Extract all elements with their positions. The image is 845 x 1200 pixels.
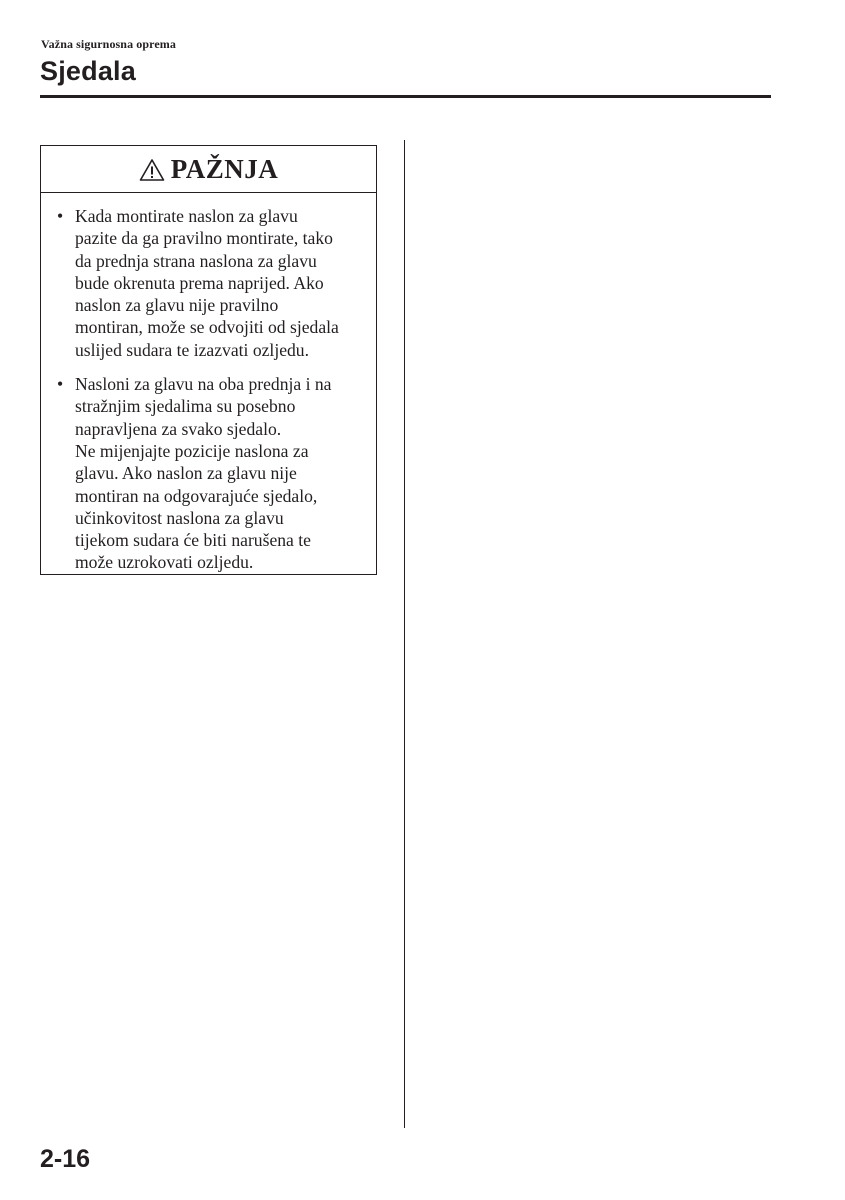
warning-line: Nasloni za glavu na oba prednja i na (75, 374, 332, 395)
warning-line: može uzrokovati ozljedu. (75, 552, 254, 573)
warning-header (41, 146, 376, 193)
column-divider (404, 140, 405, 1128)
warning-item (53, 373, 368, 574)
warning-line: da prednja strana naslona za glavu (75, 250, 317, 271)
warning-line: Ne mijenjajte pozicije naslona za (75, 440, 309, 461)
warning-line: glavu. Ako naslon za glavu nije (75, 463, 297, 484)
warning-triangle-icon (139, 158, 165, 182)
warning-line: učinkovitost naslona za glavu (75, 507, 284, 528)
warning-item (53, 205, 368, 361)
page-number: 2-16 (40, 1145, 91, 1173)
warning-line: montiran, može se odvojiti od sjedala (75, 317, 339, 338)
warning-line: bude okrenuta prema naprijed. Ako (75, 272, 324, 293)
warning-line: naslon za glavu nije pravilno (75, 295, 279, 316)
bullet-icon: • (57, 374, 64, 395)
warning-line: pazite da ga pravilno montirate, tako (75, 228, 333, 249)
page-title: Sjedala (40, 56, 136, 86)
warning-title: PAŽNJA (170, 153, 279, 184)
section-label: Važna sigurnosna oprema (41, 37, 176, 51)
bullet-icon: • (57, 206, 64, 226)
warning-line: napravljena za svako sjedalo. (75, 418, 282, 439)
warning-line: tijekom sudara će biti narušena te (75, 530, 311, 551)
warning-line: montiran na odgovarajuće sjedalo, (75, 485, 318, 506)
warning-line: Kada montirate naslon za glavu (75, 206, 298, 226)
warning-list (41, 193, 376, 574)
title-rule (40, 95, 771, 98)
warning-box (40, 145, 377, 575)
warning-line: stražnjim sjedalima su posebno (75, 396, 296, 417)
warning-line: uslijed sudara te izazvati ozljedu. (75, 339, 310, 360)
